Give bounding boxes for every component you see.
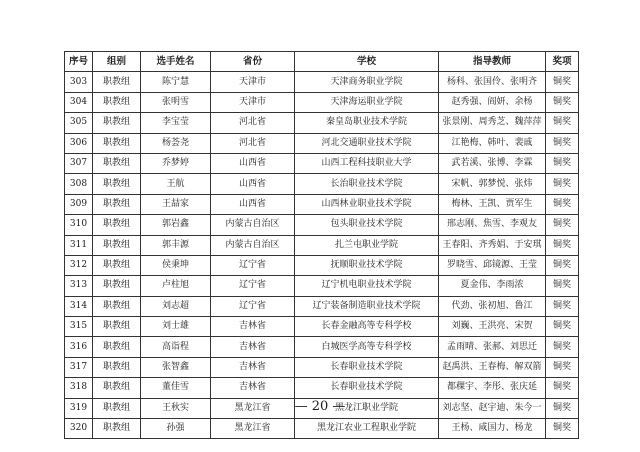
cell-award: 铜奖 <box>546 235 579 255</box>
cell-school: 长春职业技术学院 <box>295 357 439 377</box>
cell-province: 山西省 <box>211 194 295 214</box>
cell-group: 职教组 <box>93 72 141 92</box>
cell-index: 319 <box>65 398 93 418</box>
cell-school: 黑龙江农业工程职业学院 <box>295 419 439 439</box>
cell-award: 铜奖 <box>546 378 579 398</box>
table-row <box>65 133 579 153</box>
cell-award: 铜奖 <box>546 92 579 112</box>
cell-contestant: 陈宁慧 <box>141 72 211 92</box>
cell-province: 天津市 <box>211 72 295 92</box>
cell-school: 黑龙江职业学院 <box>295 398 439 418</box>
cell-group: 职教组 <box>93 133 141 153</box>
cell-award: 铜奖 <box>546 133 579 153</box>
cell-school: 辽宁机电职业技术学院 <box>295 276 439 296</box>
cell-province: 辽宁省 <box>211 255 295 275</box>
cell-school: 天津商务职业学院 <box>295 72 439 92</box>
cell-award: 铜奖 <box>546 296 579 316</box>
cell-index: 308 <box>65 174 93 194</box>
table-row <box>65 337 579 357</box>
cell-school: 山西工程科技职业大学 <box>295 153 439 173</box>
table-row <box>65 276 579 296</box>
cell-award: 铜奖 <box>546 153 579 173</box>
cell-contestant: 王秋实 <box>141 398 211 418</box>
cell-school: 包头职业技术学院 <box>295 215 439 235</box>
cell-school: 辽宁装备制造职业技术学院 <box>295 296 439 316</box>
cell-contestant: 高诣程 <box>141 337 211 357</box>
cell-province: 吉林省 <box>211 378 295 398</box>
cell-instructors: 王杨、咸国力、杨龙 <box>439 419 546 439</box>
cell-award: 铜奖 <box>546 419 579 439</box>
cell-contestant: 董佳雪 <box>141 378 211 398</box>
cell-instructors: 代劲、张初旭、鲁江 <box>439 296 546 316</box>
table-row <box>65 317 579 337</box>
cell-school: 长治职业技术学院 <box>295 174 439 194</box>
cell-contestant: 王航 <box>141 174 211 194</box>
cell-index: 317 <box>65 357 93 377</box>
header-group: 组别 <box>93 52 141 72</box>
cell-province: 天津市 <box>211 92 295 112</box>
cell-school: 河北交通职业技术学院 <box>295 133 439 153</box>
cell-index: 309 <box>65 194 93 214</box>
cell-school: 长春职业技术学院 <box>295 378 439 398</box>
table-row <box>65 255 579 275</box>
cell-award: 铜奖 <box>546 174 579 194</box>
cell-index: 310 <box>65 215 93 235</box>
cell-contestant: 郭丰源 <box>141 235 211 255</box>
cell-award: 铜奖 <box>546 194 579 214</box>
cell-index: 306 <box>65 133 93 153</box>
table-row <box>65 296 579 316</box>
cell-province: 山西省 <box>211 153 295 173</box>
cell-group: 职教组 <box>93 398 141 418</box>
cell-award: 铜奖 <box>546 255 579 275</box>
cell-province: 河北省 <box>211 133 295 153</box>
cell-award: 铜奖 <box>546 398 579 418</box>
cell-group: 职教组 <box>93 276 141 296</box>
cell-instructors: 罗晓雪、邱镜源、王莹 <box>439 255 546 275</box>
table-row <box>65 357 579 377</box>
page-number: — 20 — <box>294 399 346 414</box>
table-row <box>65 215 579 235</box>
cell-group: 职教组 <box>93 92 141 112</box>
cell-group: 职教组 <box>93 194 141 214</box>
cell-school: 秦皇岛职业技术学院 <box>295 113 439 133</box>
cell-province: 内蒙古自治区 <box>211 215 295 235</box>
cell-instructors: 赵秀强、阎妍、余杨 <box>439 92 546 112</box>
cell-contestant: 乔梦婷 <box>141 153 211 173</box>
cell-province: 内蒙古自治区 <box>211 235 295 255</box>
cell-province: 吉林省 <box>211 337 295 357</box>
cell-index: 313 <box>65 276 93 296</box>
cell-index: 316 <box>65 337 93 357</box>
cell-group: 职教组 <box>93 357 141 377</box>
cell-province: 吉林省 <box>211 357 295 377</box>
cell-instructors: 都稞宇、李彤、张庆延 <box>439 378 546 398</box>
cell-instructors: 邢志刚、焦雪、李观友 <box>439 215 546 235</box>
cell-school: 抚顺职业技术学院 <box>295 255 439 275</box>
cell-contestant: 侯秉坤 <box>141 255 211 275</box>
cell-instructors: 宋帆、郭梦悦、张炜 <box>439 174 546 194</box>
cell-province: 河北省 <box>211 113 295 133</box>
table-row <box>65 378 579 398</box>
cell-province: 山西省 <box>211 174 295 194</box>
cell-school: 扎兰屯职业学院 <box>295 235 439 255</box>
awards-table-container <box>64 51 578 439</box>
cell-group: 职教组 <box>93 215 141 235</box>
header-province: 省份 <box>211 52 295 72</box>
cell-instructors: 王春阳、齐秀娟、于安琪 <box>439 235 546 255</box>
table-row <box>65 174 579 194</box>
cell-contestant: 卢柱旭 <box>141 276 211 296</box>
cell-group: 职教组 <box>93 337 141 357</box>
cell-award: 铜奖 <box>546 317 579 337</box>
cell-instructors: 夏金伟、李雨浓 <box>439 276 546 296</box>
cell-group: 职教组 <box>93 296 141 316</box>
cell-award: 铜奖 <box>546 357 579 377</box>
cell-province: 黑龙江省 <box>211 398 295 418</box>
cell-instructors: 杨科、张国伶、张明齐 <box>439 72 546 92</box>
cell-province: 辽宁省 <box>211 296 295 316</box>
cell-group: 职教组 <box>93 255 141 275</box>
header-index: 序号 <box>65 52 93 72</box>
cell-index: 312 <box>65 255 93 275</box>
table-row <box>65 419 579 439</box>
cell-contestant: 王喆家 <box>141 194 211 214</box>
cell-award: 铜奖 <box>546 276 579 296</box>
cell-index: 315 <box>65 317 93 337</box>
cell-award: 铜奖 <box>546 337 579 357</box>
cell-school: 白城医学高等专科学校 <box>295 337 439 357</box>
table-row <box>65 113 579 133</box>
cell-group: 职教组 <box>93 317 141 337</box>
cell-school: 长春金融高等专科学校 <box>295 317 439 337</box>
cell-award: 铜奖 <box>546 215 579 235</box>
cell-contestant: 杨荟尧 <box>141 133 211 153</box>
cell-instructors: 刘志坚、赵宇迪、朱今一 <box>439 398 546 418</box>
table-row <box>65 235 579 255</box>
cell-school: 天津海运职业学院 <box>295 92 439 112</box>
cell-award: 铜奖 <box>546 72 579 92</box>
header-school: 学校 <box>295 52 439 72</box>
cell-contestant: 郭岩鑫 <box>141 215 211 235</box>
cell-province: 辽宁省 <box>211 276 295 296</box>
cell-group: 职教组 <box>93 378 141 398</box>
cell-index: 303 <box>65 72 93 92</box>
cell-province: 吉林省 <box>211 317 295 337</box>
cell-instructors: 江艳梅、韩叶、裴戚 <box>439 133 546 153</box>
cell-index: 318 <box>65 378 93 398</box>
cell-contestant: 李宝莹 <box>141 113 211 133</box>
cell-group: 职教组 <box>93 153 141 173</box>
header-award: 奖项 <box>546 52 579 72</box>
cell-instructors: 赵禹洪、王春梅、解双箭 <box>439 357 546 377</box>
header-instructors: 指导教师 <box>439 52 546 72</box>
table-body <box>65 72 579 439</box>
awards-table <box>64 51 579 439</box>
cell-index: 320 <box>65 419 93 439</box>
cell-instructors: 梅林、王凯、贾军生 <box>439 194 546 214</box>
cell-instructors: 武若溪、张博、李霖 <box>439 153 546 173</box>
cell-award: 铜奖 <box>546 113 579 133</box>
cell-group: 职教组 <box>93 113 141 133</box>
cell-index: 314 <box>65 296 93 316</box>
cell-index: 311 <box>65 235 93 255</box>
cell-contestant: 刘士雄 <box>141 317 211 337</box>
cell-contestant: 刘志超 <box>141 296 211 316</box>
cell-index: 307 <box>65 153 93 173</box>
table-row <box>65 153 579 173</box>
cell-contestant: 张明雪 <box>141 92 211 112</box>
cell-province: 黑龙江省 <box>211 419 295 439</box>
table-row <box>65 92 579 112</box>
cell-instructors: 张景刚、周秀芝、魏萍萍 <box>439 113 546 133</box>
cell-instructors: 刘巍、王洪亮、宋贺 <box>439 317 546 337</box>
cell-index: 305 <box>65 113 93 133</box>
table-row <box>65 72 579 92</box>
cell-school: 山西林业职业技术学院 <box>295 194 439 214</box>
cell-contestant: 张智鑫 <box>141 357 211 377</box>
cell-group: 职教组 <box>93 419 141 439</box>
table-row <box>65 194 579 214</box>
cell-group: 职教组 <box>93 174 141 194</box>
table-header-row <box>65 52 579 72</box>
cell-contestant: 孙强 <box>141 419 211 439</box>
header-contestant: 选手姓名 <box>141 52 211 72</box>
cell-group: 职教组 <box>93 235 141 255</box>
cell-instructors: 孟雨晴、张郝、刘思迁 <box>439 337 546 357</box>
cell-index: 304 <box>65 92 93 112</box>
